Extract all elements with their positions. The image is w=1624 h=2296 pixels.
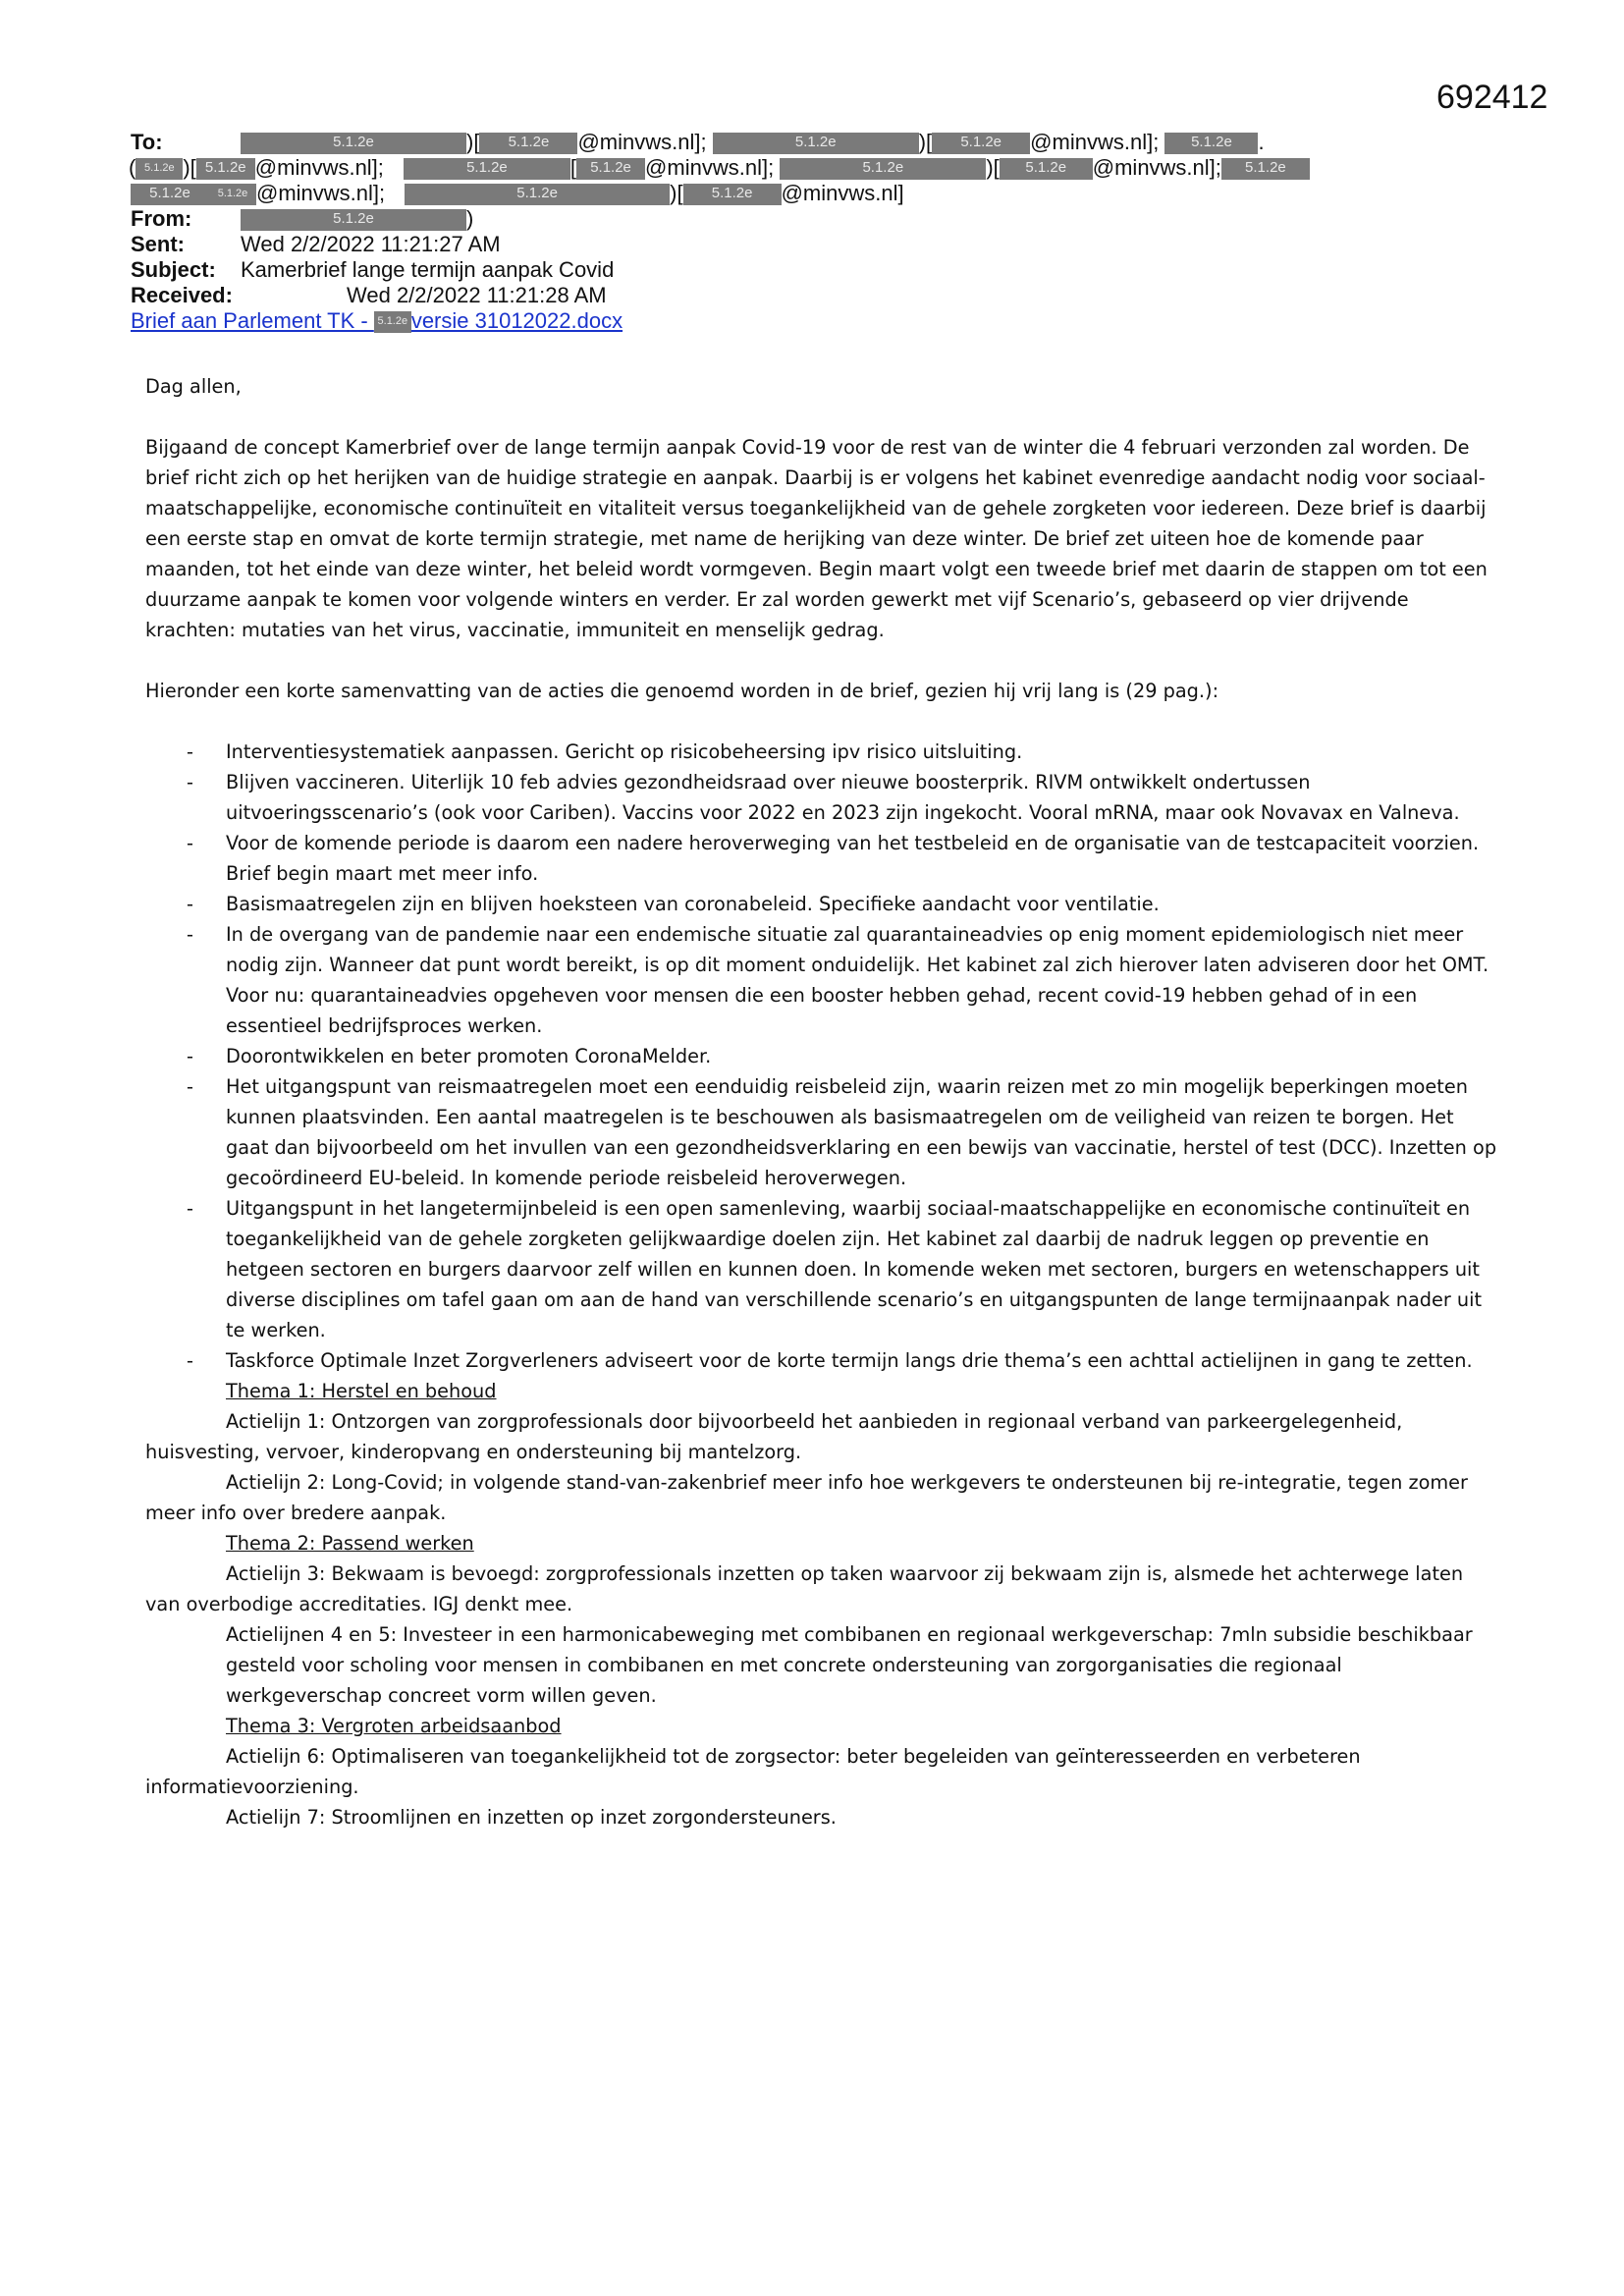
list-item: - Taskforce Optimale Inzet Zorgverleners adviseert voor de korte termijn langs drie thema’s een achttal actielijnen in gang te zetten.	[145, 1345, 1500, 1376]
email-domain: @minvws.nl];	[577, 130, 707, 154]
email-domain: @minvws.nl];	[256, 181, 386, 205]
attachment-prefix: Brief aan Parlement TK -	[131, 308, 374, 333]
redaction-block: 5.1.2e	[479, 133, 577, 154]
to-label: To:	[131, 130, 163, 154]
from-line: From: 5.1.2e )	[131, 206, 474, 231]
attachment-suffix: versie 31012022.docx	[410, 308, 623, 333]
redaction-block: 5.1.2e	[405, 184, 670, 205]
redaction-block: 5.1.2e	[713, 133, 919, 154]
document-number: 692412	[1436, 79, 1548, 116]
list-item: - In de overgang van de pandemie naar een endemische situatie zal quarantaineadvies op enig moment epidemiologisch niet meer nodig zijn. Wanneer dat punt wordt bereikt, is op dit moment onduidelijk. Het kabinet zal zich hierover laten adviseren door het OMT. Voor nu: quarantaineadvies opgeheven voor mensen die een booster hebben gehad, recent covid-19 hebben gehad of in een essentieel bedrijfsproces werken.	[145, 919, 1500, 1041]
from-label: From:	[131, 206, 192, 231]
received-value: Wed 2/2/2022 11:21:28 AM	[347, 283, 607, 307]
action-line: Actielijn 7: Stroomlijnen en inzetten op inzet zorgondersteuners.	[226, 1806, 837, 1829]
redaction-block: 5.1.2e	[932, 133, 1030, 154]
redaction-block: 5.1.2e	[196, 158, 255, 180]
theme-heading: Thema 2: Passend werken	[226, 1532, 474, 1555]
email-domain: @minvws.nl];	[1030, 130, 1160, 154]
redaction-block: 5.1.2e	[241, 133, 466, 154]
list-item: - Interventiesystematiek aanpassen. Gericht op risicobeheersing ipv risico uitsluiting.	[145, 737, 1500, 767]
to-line-1: To: 5.1.2e )[ 5.1.2e @minvws.nl]; 5.1.2e )[ 5.1.2e @minvws.nl]; 5.1.2e .	[131, 130, 1265, 154]
action-line: Actielijn 6: Optimaliseren van toegankelijkheid tot de zorgsector: beter begeleiden van geïnteresseerden en verbeteren informatievoorziening.	[145, 1745, 1361, 1798]
action-line: Actielijn 3: Bekwaam is bevoegd: zorgprofessionals inzetten op taken waarvoor zij bekwaam zijn is, alsmede het achterwege laten van overbodige accreditaties. IGJ denkt mee.	[145, 1562, 1464, 1615]
action-list	[145, 737, 1500, 1376]
attachment-link[interactable]	[131, 308, 623, 333]
email-domain-end: @minvws.nl]	[781, 181, 904, 205]
list-item: - Het uitgangspunt van reismaatregelen moet een eenduidig reisbeleid zijn, waarin reizen met zo min mogelijk beperkingen moeten kunnen plaatsvinden. Een aantal maatregelen is te beschouwen als basismaatregelen om de veiligheid van reizen te borgen. Het gaat dan bijvoorbeeld om het invullen van een gezondheidsverklaring en een bewijs van vaccinatie, herstel of test (DCC). Inzetten op gecoördineerd EU-beleid. In komende periode reisbeleid heroverwegen.	[145, 1071, 1500, 1193]
redaction-block: 5.1.2e	[576, 158, 645, 180]
redaction-block: 5.1.2e	[1164, 133, 1258, 154]
email-domain: @minvws.nl];	[645, 155, 775, 180]
email-domain: @minvws.nl];	[1092, 155, 1221, 180]
action-line: Actielijnen 4 en 5: Investeer in een harmonicabeweging met combibanen en regionaal werkgeverschap: 7mln subsidie beschikbaar gesteld voor scholing voor mensen in combibanen en met concrete ondersteuning van zorgorganisaties die regionaal werkgeverschap concreet vorm willen geven.	[226, 1623, 1473, 1707]
list-item: - Uitgangspunt in het langetermijnbeleid is een open samenleving, waarbij sociaal-maatschappelijke en economische continuïteit en toegankelijkheid van de gehele zorgketen gelijkwaardige doelen zijn. Het kabinet zal daarbij de nadruk leggen op preventie en hetgeen sectoren en burgers daarvoor zelf willen en kunnen doen. In komende weken met sectoren, burgers en wetenschappers uit diverse disciplines om tafel gaan om aan de hand van verschillende scenario’s en uitgangspunten de lange termijnaanpak nader uit te werken.	[145, 1193, 1500, 1345]
list-item: - Doorontwikkelen en beter promoten CoronaMelder.	[145, 1041, 1500, 1071]
email-domain: @minvws.nl];	[254, 155, 384, 180]
redaction-block: 5.1.2e	[135, 158, 183, 180]
redaction-block: 5.1.2e	[374, 311, 411, 333]
subject-line	[131, 257, 1407, 283]
action-line: Actielijn 2: Long-Covid; in volgende stand-van-zakenbrief meer info hoe werkgevers te ondersteunen bij re-integratie, tegen zomer meer info over bredere aanpak.	[145, 1471, 1468, 1524]
sent-label: Sent:	[131, 232, 185, 256]
action-line: Actielijn 1: Ontzorgen van zorgprofessionals door bijvoorbeeld het aanbieden in regionaal verband van parkeergelegenheid, huisvesting, vervoer, kinderopvang en ondersteuning bij mantelzorg.	[145, 1410, 1403, 1463]
redaction-block: 5.1.2e	[131, 184, 209, 205]
list-item: - Blijven vaccineren. Uiterlijk 10 feb advies gezondheidsraad over nieuwe boosterprik. RIVM ontwikkelt ondertussen uitvoeringsscenario’s (ook voor Cariben). Vaccins voor 2022 en 2023 zijn ingekocht. Vooral mRNA, maar ook Novavax en Valneva.	[145, 767, 1500, 828]
redaction-block: 5.1.2e	[209, 184, 256, 205]
email-body	[145, 371, 1500, 1832]
to-line-3: 5.1.2e 5.1.2e @minvws.nl]; 5.1.2e )[ 5.1.2e @minvws.nl]	[131, 181, 1407, 206]
redaction-block: 5.1.2e	[683, 184, 782, 205]
summary-intro: Hieronder een korte samenvatting van de acties die genoemd worden in de brief, gezien hij vrij lang is (29 pag.):	[145, 680, 1219, 702]
redaction-block: 5.1.2e	[404, 158, 570, 180]
attachment-line[interactable]	[131, 308, 1407, 334]
redaction-block: 5.1.2e	[1000, 158, 1093, 180]
sent-value: Wed 2/2/2022 11:21:27 AM	[241, 232, 501, 256]
intro-paragraph: Bijgaand de concept Kamerbrief over de lange termijn aanpak Covid-19 voor de rest van de winter die 4 februari verzonden zal worden. De brief richt zich op het herijken van de huidige strategie en aanpak. Daarbij is er volgens het kabinet evenredige aandacht nodig voor sociaal-maatschappelijke, economische continuïteit en vitaliteit versus toegankelijkheid van de gehele zorgketen voor iedereen. Deze brief is daarbij een eerste stap en omvat de korte termijn strategie, met name de herijking van deze winter. De brief zet uiteen hoe de komende paar maanden, tot het einde van deze winter, het beleid wordt vormgeven. Begin maart volgt een tweede brief met daarin de stappen om tot een duurzame aanpak te komen voor volgende winters en verder. Er zal worden gewerkt met vijf Scenario’s, gebaseerd op vier drijvende krachten: mutaties van het virus, vaccinatie, immuniteit en menselijk gedrag.	[145, 436, 1488, 641]
list-item: - Basismaatregelen zijn en blijven hoeksteen van coronabeleid. Specifieke aandacht voor ventilatie.	[145, 889, 1500, 919]
redaction-block: 5.1.2e	[1221, 158, 1310, 180]
sent-line	[131, 232, 1407, 257]
subject-value: Kamerbrief lange termijn aanpak Covid	[241, 257, 615, 282]
email-header	[131, 130, 1407, 334]
received-label: Received:	[131, 283, 233, 307]
redaction-block: 5.1.2e	[780, 158, 986, 180]
subject-label: Subject:	[131, 257, 216, 282]
redaction-block: 5.1.2e	[241, 209, 466, 231]
received-line	[131, 283, 1407, 308]
theme-heading: Thema 1: Herstel en behoud	[226, 1380, 497, 1402]
to-line-2: ( 5.1.2e )[ 5.1.2e @minvws.nl]; 5.1.2e [ 5.1.2e @minvws.nl]; 5.1.2e )[ 5.1.2e @minvws.nl]; 5.1.2e	[129, 155, 1407, 181]
greeting: Dag allen,	[145, 375, 242, 398]
theme-heading: Thema 3: Vergroten arbeidsaanbod	[226, 1715, 562, 1737]
list-item: - Voor de komende periode is daarom een nadere heroverweging van het testbeleid en de organisatie van de testcapaciteit voorzien. Brief begin maart met meer info.	[145, 828, 1500, 889]
